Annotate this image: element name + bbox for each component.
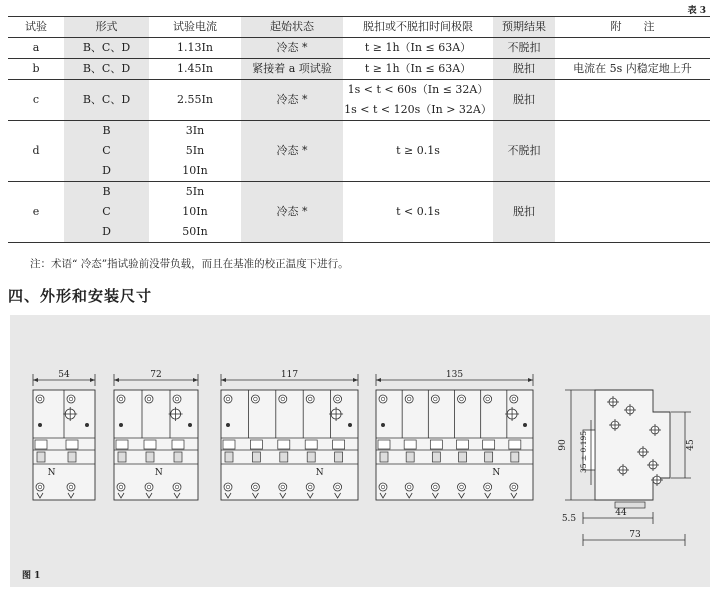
terminal-screw-icon [117,483,125,491]
table-row-b [8,59,710,80]
terminal-screw-icon [251,395,259,403]
table-number: 表 3 [687,6,706,16]
terminal-screw-icon [224,483,232,491]
handle-slot [305,440,317,449]
cell-current [149,121,241,182]
screw-outer [36,395,44,403]
toggle-handle [307,452,315,462]
toggle-handle [335,452,343,462]
cell-note [555,80,710,121]
handle-slot [333,440,345,449]
neutral-label: N [315,468,324,478]
screw-outer [510,483,518,491]
screw-outer [379,395,387,403]
current-item: 10In [182,164,208,177]
terminal-screw-icon [145,483,153,491]
current-item: 3In [185,124,205,137]
rail-dimension-label: 35 ± 0.195 [579,430,588,474]
header-test: 试验 [8,17,64,38]
screw-outer [306,395,314,403]
small-bolt-icon [523,423,527,427]
terminal-screw-icon [36,483,44,491]
screw-outer [510,395,518,403]
neutral-label: N [154,468,163,478]
figure-caption: 图 1 [22,571,41,581]
toggle-handle [280,452,288,462]
current-item: 5In [185,185,205,198]
current-item: 5In [185,144,205,157]
handle-slot [509,440,521,449]
terminal-screw-icon [405,395,413,403]
terminal-screw-icon [379,395,387,403]
cell-form: B、C、D [64,80,149,121]
cell-result: 不脱扣 [493,121,555,182]
handle-slot [483,440,495,449]
neutral-label: N [47,468,56,478]
cell-current [149,182,241,243]
cell-test: b [8,59,64,80]
small-bolt-icon [188,423,192,427]
cell-result: 脱扣 [493,182,555,243]
screw-outer [67,395,75,403]
cell-result: 脱扣 [493,80,555,121]
cell-note [555,38,710,59]
current-item: 50In [182,225,208,238]
breaker-width-label: 135 [445,370,464,380]
cell-note [555,182,710,243]
cell-state: 冷态 * [241,182,343,243]
handle-slot [250,440,262,449]
header-expected-result: 预期结果 [493,17,555,38]
handle-slot [66,440,78,449]
screw-outer [458,483,466,491]
offset-dimension-label: 5.5 [561,514,577,524]
breaker-width-label: 72 [150,370,162,380]
toggle-handle [118,452,126,462]
terminal-screw-icon [279,395,287,403]
cell-test: d [8,121,64,182]
cell-form [64,182,149,243]
cell-limit: t ≥ 1h（In ≤ 63A） [343,38,493,59]
header-current: 试验电流 [149,17,241,38]
cell-state: 冷态 * [241,38,343,59]
terminal-screw-icon [510,395,518,403]
cell-state: 紧接着 a 项试验 [241,59,343,80]
terminal-screw-icon [67,483,75,491]
screw-outer [379,483,387,491]
handle-slot [35,440,47,449]
table-row-d [8,121,710,182]
toggle-handle [406,452,414,462]
current-item: 10In [182,205,208,218]
form-item: D [102,225,111,238]
toggle-handle [37,452,45,462]
cell-test: c [8,80,64,121]
screw-outer [67,483,75,491]
form-item: B [102,124,111,137]
toggle-handle [485,452,493,462]
screw-outer [334,395,342,403]
dimension-figure [10,315,710,587]
small-bolt-icon [38,423,42,427]
terminal-screw-icon [334,483,342,491]
cell-state: 冷态 * [241,121,343,182]
cell-limit: t ≥ 0.1s [343,121,493,182]
cell-current: 2.55In [149,80,241,121]
terminal-screw-icon [484,395,492,403]
terminal-screw-icon [306,483,314,491]
handle-slot [144,440,156,449]
small-bolt-icon [381,423,385,427]
toggle-handle [252,452,260,462]
breaker-width-label: 117 [280,370,299,380]
toggle-handle [380,452,388,462]
cell-current: 1.45In [149,59,241,80]
cell-limit: t < 0.1s [343,182,493,243]
cell-limit: t ≥ 1h（In ≤ 63A） [343,59,493,80]
terminal-screw-icon [431,483,439,491]
handle-slot [223,440,235,449]
limit-line: 1s < t < 60s（In ≤ 32A） [347,83,489,96]
toggle-handle [459,452,467,462]
limit-line: 1s < t < 120s（In > 32A） [344,103,492,116]
header-form: 形式 [64,17,149,38]
small-bolt-icon [85,423,89,427]
screw-outer [36,483,44,491]
dimension-drawing [10,315,710,587]
toggle-handle [511,452,519,462]
height-dimension-label: 90 [558,439,568,451]
cell-state: 冷态 * [241,80,343,121]
terminal-screw-icon [334,395,342,403]
screw-outer [173,483,181,491]
screw-outer [334,483,342,491]
screw-outer [224,395,232,403]
toggle-handle [146,452,154,462]
cell-note: 电流在 5s 内稳定地上升 [555,59,710,80]
terminal-screw-icon [306,395,314,403]
handle-slot [278,440,290,449]
terminal-screw-icon [405,483,413,491]
terminal-screw-icon [484,483,492,491]
front-height-label: 45 [686,439,696,451]
cell-current: 1.13In [149,38,241,59]
depth-dimension-label: 44 [615,508,627,518]
handle-slot [430,440,442,449]
screw-outer [251,395,259,403]
screw-outer [405,395,413,403]
cell-form: B、C、D [64,38,149,59]
small-bolt-icon [348,423,352,427]
screw-outer [173,395,181,403]
screw-outer [145,483,153,491]
screw-outer [405,483,413,491]
cell-result: 脱扣 [493,59,555,80]
handle-slot [172,440,184,449]
cell-form: B、C、D [64,59,149,80]
header-initial-state: 起始状态 [241,17,343,38]
screw-outer [431,483,439,491]
table-row-a [8,38,710,59]
handle-slot [378,440,390,449]
toggle-handle [432,452,440,462]
table-row-c [8,80,710,121]
terminal-screw-icon [224,395,232,403]
terminal-screw-icon [173,395,181,403]
form-item: C [102,144,111,157]
overall-depth-label: 73 [629,530,641,540]
handle-slot [116,440,128,449]
table-header-row [8,17,710,38]
screw-outer [458,395,466,403]
screw-outer [279,395,287,403]
terminal-screw-icon [458,483,466,491]
terminal-screw-icon [36,395,44,403]
terminal-screw-icon [510,483,518,491]
table-row-e [8,182,710,243]
screw-outer [145,395,153,403]
screw-outer [306,483,314,491]
handle-slot [404,440,416,449]
breaker-front-view [114,390,198,500]
terminal-screw-icon [117,395,125,403]
handle-slot [457,440,469,449]
terminal-screw-icon [279,483,287,491]
toggle-handle [68,452,76,462]
neutral-label: N [492,468,501,478]
screw-outer [117,395,125,403]
screw-outer [484,395,492,403]
terminal-screw-icon [379,483,387,491]
header-remarks: 附 注 [555,17,710,38]
cell-test: a [8,38,64,59]
toggle-handle [225,452,233,462]
trip-test-table [8,16,710,243]
form-item: C [102,205,111,218]
cell-note [555,121,710,182]
cell-form [64,121,149,182]
screw-outer [117,483,125,491]
header-time-limit: 脱扣或不脱扣时间极限 [343,17,493,38]
section-heading: 四、外形和安装尺寸 [8,287,153,305]
screw-outer [279,483,287,491]
terminal-screw-icon [145,395,153,403]
cell-test: e [8,182,64,243]
small-bolt-icon [226,423,230,427]
terminal-screw-icon [67,395,75,403]
cell-limit [343,80,493,121]
form-item: D [102,164,111,177]
terminal-screw-icon [458,395,466,403]
side-view [583,390,670,508]
screw-outer [224,483,232,491]
terminal-screw-icon [431,395,439,403]
screw-outer [251,483,259,491]
table-footnote: 注：术语“ 冷态”指试验前没带负载，而且在基准的校正温度下进行。 [30,258,349,270]
terminal-screw-icon [251,483,259,491]
breaker-width-label: 54 [58,370,70,380]
toggle-handle [174,452,182,462]
screw-outer [484,483,492,491]
screw-outer [431,395,439,403]
terminal-screw-icon [173,483,181,491]
small-bolt-icon [119,423,123,427]
cell-result: 不脱扣 [493,38,555,59]
form-item: B [102,185,111,198]
